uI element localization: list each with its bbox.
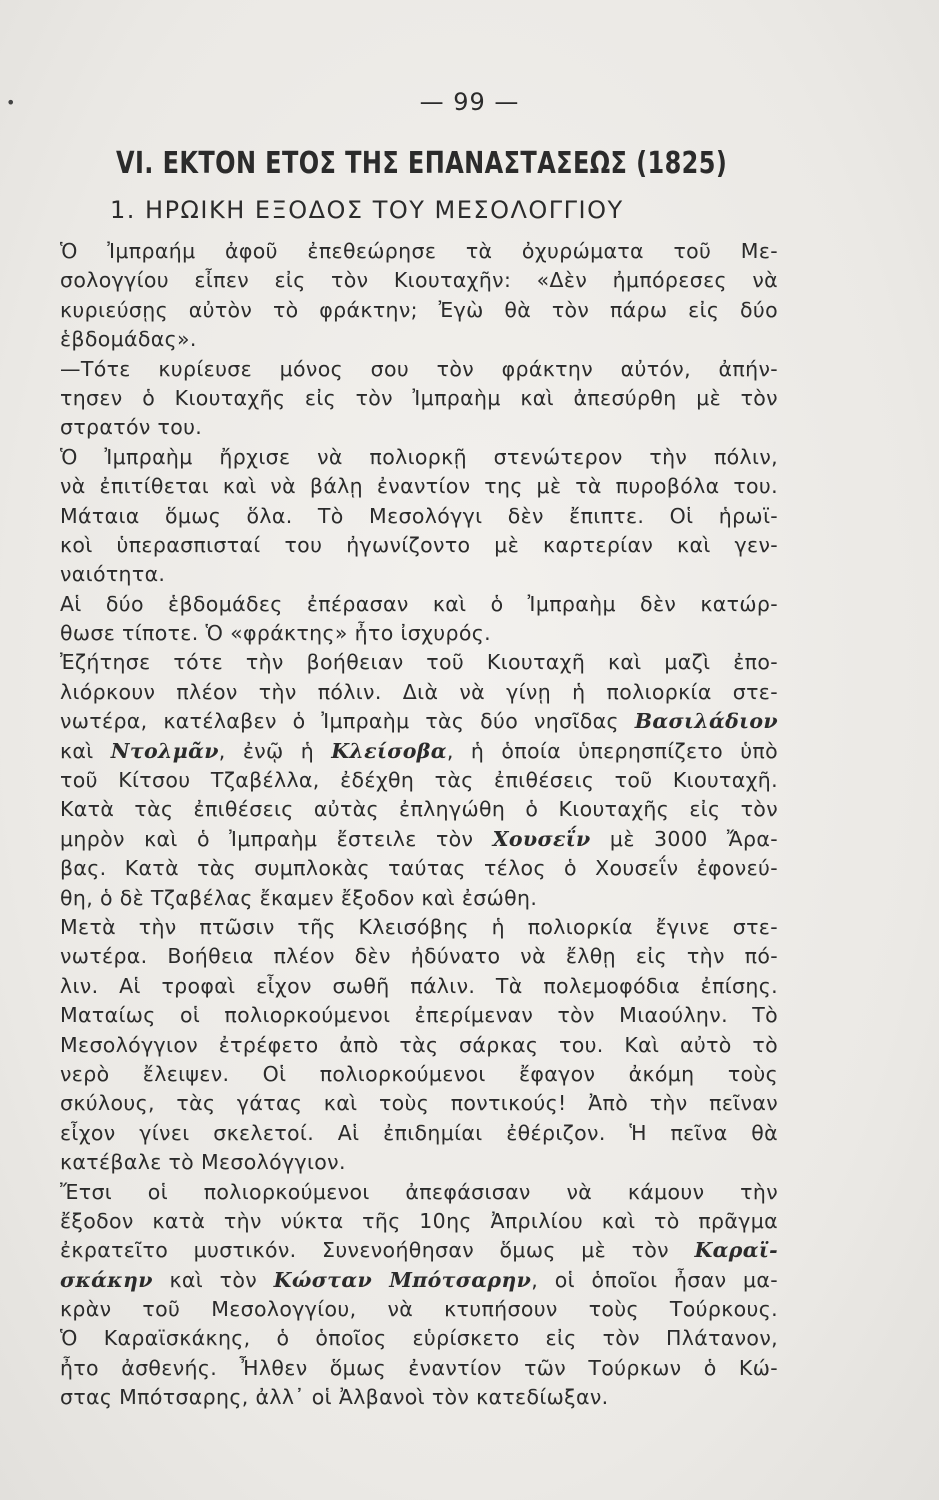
text-line: Κατὰ τὰς ἐπιθέσεις αὐτὰς ἐπληγώθη ὁ Κιουταχῆς εἰς τὸν [60,797,778,822]
text-line: Ὁ Καραϊσκάκης, ὁ ὁποῖος εὑρίσκετο εἰς τὸν Πλάτανον, [60,1326,778,1351]
text-run: , ἡ ὁποία ὑπερησπίζετο ὑπὸ [446,738,778,763]
text-run: , ἐνῷ ἡ [218,738,332,763]
text-line [60,1236,778,1265]
body-text [60,237,778,1413]
text-line: νὰ ἐπιτίθεται καὶ νὰ βάλῃ ἐναντίον της μὲ τὰ πυροβόλα του. [60,474,778,499]
text-line: ἑβδομάδας». [60,327,197,352]
text-line: ἔξοδον κατὰ τὴν νύκτα τῆς 10ης Ἀπριλίου καὶ τὸ πρᾶγμα [60,1208,778,1233]
page-number: — 99 — [419,88,520,116]
text-line: βας. Κατὰ τὰς συμπλοκὰς ταύτας τέλος ὁ Χουσεΐν ἐφονεύ- [60,856,778,881]
person-name: σκάκην [60,1267,153,1292]
text-line: λιν. Αἱ τροφαὶ εἶχον σωθῆ πάλιν. Τὰ πολεμοφόδια ἐπίσης. [60,973,778,998]
text-line: ἦτο ἀσθενής. Ἦλθεν ὅμως ἐναντίον τῶν Τούρκων ὁ Κώ- [60,1355,778,1380]
text-line: κρὰν τοῦ Μεσολογγίου, νὰ κτυπήσουν τοὺς Τούρκους. [60,1297,778,1322]
text-line: σκύλους, τὰς γάτας καὶ τοὺς ποντικούς! Ἀπὸ τὴν πεῖναν [60,1091,778,1116]
text-line: Μεσολόγγιον ἐτρέφετο ἀπὸ τὰς σάρκας του. Καὶ αὐτὸ τὸ [60,1032,778,1057]
text-line: στας Μπότσαρης, ἀλλ᾿ οἱ Ἀλβανοὶ τὸν κατεδίωξαν. [60,1385,609,1410]
text-line: νερὸ ἔλειψεν. Οἱ πολιορκούμενοι ἔφαγον ἀκόμη τοὺς [60,1061,778,1086]
text-run: μὲ 3000 Ἄρα- [590,826,778,851]
text-line: ναιότητα. [60,562,166,587]
place-name: Ντολμᾶν [110,738,219,763]
text-line: κυριεύσῃς αὐτὸν τὸ φράκτην; Ἐγὼ θὰ τὸν πάρω εἰς δύο [60,297,778,322]
person-name: Κώσταν Μπότσαρην [273,1267,532,1292]
text-run: καὶ [60,738,111,763]
person-name: Καραϊ- [694,1238,778,1263]
text-line: Ματαίως οἱ πολιορκούμενοι ἐπερίμεναν τὸν Μιαούλην. Τὸ [60,1003,778,1028]
text-line: Ἐζήτησε τότε τὴν βοήθειαν τοῦ Κιουταχῆ καὶ μαζὶ ἐπο- [60,650,778,675]
person-name: Χουσεΐν [492,826,591,851]
text-line: νωτέρα. Βοήθεια πλέον δὲν ἠδύνατο νὰ ἔλθῃ εἰς τὴν πό- [60,944,778,969]
chapter-title: VI. ΕΚΤΟΝ ΕΤΟΣ ΤΗΣ ΕΠΑΝΑΣΤΑΣΕΩΣ (1825) [116,146,728,181]
text-run: μηρὸν καὶ ὁ Ἰμπραὴμ ἔστειλε τὸν [60,826,493,851]
text-line: Ὁ Ἰμπραὴμ ἤρχισε νὰ πολιορκῇ στενώτερον τὴν πόλιν, [60,444,778,469]
text-line [60,825,778,854]
text-line: κατέβαλε τὸ Μεσολόγγιον. [60,1150,346,1175]
text-line: —Τότε κυρίευσε μόνος σου τὸν φράκτην αὐτόν, ἀπήν- [60,356,778,381]
text-line: στρατόν του. [60,415,203,440]
place-name: Βασιλάδιον [634,709,778,734]
section-title: 1. ΗΡΩΙΚΗ ΕΞΟΔΟΣ ΤΟΥ ΜΕΣΟΛΟΓΓΙΟΥ [110,196,624,224]
text-line [60,707,778,736]
text-line: Αἱ δύο ἑβδομάδες ἐπέρασαν καὶ ὁ Ἰμπραὴμ δὲν κατώρ- [60,591,778,616]
text-line: τοῦ Κίτσου Τζαβέλλα, ἐδέχθη τὰς ἐπιθέσεις τοῦ Κιουταχῆ. [60,768,778,793]
text-line [60,1266,778,1295]
text-line: Μάταια ὅμως ὅλα. Τὸ Μεσολόγγι δὲν ἔπιπτε. Οἱ ἡρωϊ- [60,503,778,528]
place-name: Κλείσοβα [331,738,447,763]
text-line: Μετὰ τὴν πτῶσιν τῆς Κλεισόβης ἡ πολιορκία ἔγινε στε- [60,914,778,939]
text-line: τησεν ὁ Κιουταχῆς εἰς τὸν Ἰμπραὴμ καὶ ἀπεσύρθη μὲ τὸν [60,385,778,410]
text-line: εἶχον γίνει σκελετοί. Αἱ ἐπιδημίαι ἐθέριζον. Ἡ πεῖνα θὰ [60,1120,778,1145]
text-run: , οἱ ὁποῖοι ἦσαν μα- [531,1267,779,1292]
text-run: καὶ τὸν [152,1267,274,1292]
text-run: νωτέρα, κατέλαβεν ὁ Ἰμπραὴμ τὰς δύο νησῖδας [60,709,635,734]
text-line: κοὶ ὑπερασπισταί του ἠγωνίζοντο μὲ καρτερίαν καὶ γεν- [60,532,778,557]
text-line: θωσε τίποτε. Ὁ «φράκτης» ἦτο ἰσχυρός. [60,621,491,646]
text-line: Ὁ Ἰμπραήμ ἀφοῦ ἐπεθεώρησε τὰ ὀχυρώματα τοῦ Με- [60,239,778,263]
text-line: Ἔτσι οἱ πολιορκούμενοι ἀπεφάσισαν νὰ κάμουν τὴν [60,1179,778,1204]
text-line: θη, ὁ δὲ Τζαβέλας ἔκαμεν ἔξοδον καὶ ἐσώθη. [60,885,538,910]
text-line: λιόρκουν πλέον τὴν πόλιν. Διὰ νὰ γίνῃ ἡ πολιορκία στε- [60,679,778,704]
text-line [60,737,778,766]
margin-speck: • [6,93,16,112]
text-run: ἐκρατεῖτο μυστικόν. Συνενοήθησαν ὅμως μὲ τὸν [60,1238,695,1263]
text-line: σολογγίου εἶπεν εἰς τὸν Κιουταχῆν: «Δὲν ἠμπόρεσες νὰ [60,268,778,293]
